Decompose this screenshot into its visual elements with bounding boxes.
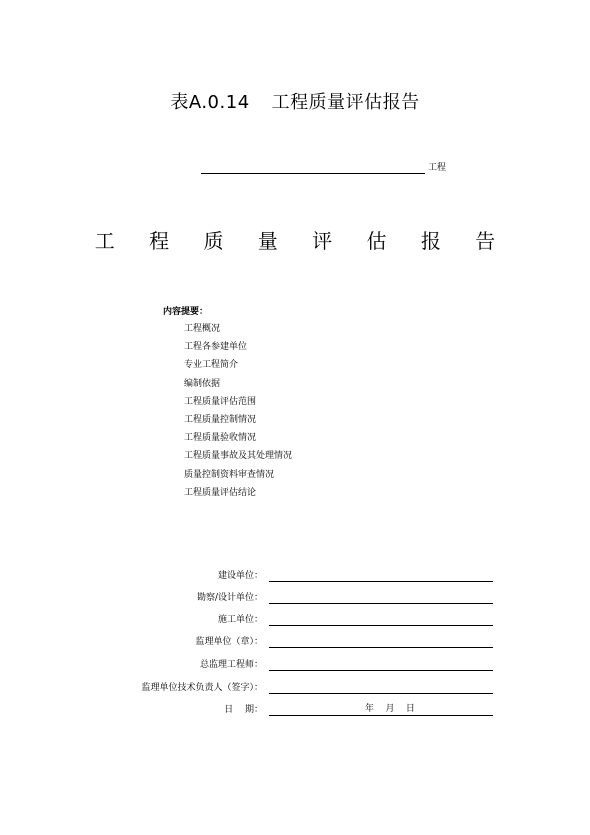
summary-list — [184, 323, 292, 505]
summary-item: 工程各参建单位 — [184, 342, 248, 353]
form-title — [0, 88, 590, 114]
survey-design-unit-label: 勘察/设计单位： — [196, 593, 263, 603]
supervision-unit-row — [0, 634, 493, 648]
chief-supervisor-row — [0, 657, 493, 671]
project-suffix: 工程 — [428, 163, 447, 173]
date-parts: 年 月 日 — [365, 704, 415, 714]
summary-item: 工程质量验收情况 — [184, 433, 257, 444]
summary-item: 专业工程简介 — [184, 360, 239, 371]
builder-unit-label: 施工单位： — [217, 615, 263, 625]
survey-design-unit-row — [0, 590, 493, 604]
summary-item: 工程质量评估结论 — [184, 487, 257, 498]
builder-unit-field[interactable] — [269, 613, 493, 626]
chief-supervisor-label: 总监理工程师： — [199, 660, 263, 670]
survey-design-unit-field[interactable] — [269, 591, 493, 604]
date-row — [0, 702, 493, 716]
construction-unit-field[interactable] — [269, 569, 493, 582]
project-name-line — [201, 161, 446, 174]
report-title: 工 程 质 量 评 估 报 告 — [94, 229, 510, 253]
summary-item: 编制依据 — [184, 378, 221, 389]
form-code: 表A.0.14 — [170, 92, 250, 113]
technical-lead-field[interactable] — [269, 681, 493, 694]
summary-item: 质量控制资料审查情况 — [184, 469, 275, 480]
technical-lead-row — [0, 680, 493, 694]
construction-unit-row — [0, 568, 493, 582]
builder-unit-row — [0, 612, 493, 626]
chief-supervisor-field[interactable] — [269, 658, 493, 671]
project-name-field[interactable] — [201, 161, 425, 174]
form-name: 工程质量评估报告 — [271, 92, 420, 113]
summary-item: 工程质量控制情况 — [184, 414, 257, 425]
supervision-unit-label: 监理单位（章）： — [195, 637, 263, 647]
summary-item: 工程质量事故及其处理情况 — [184, 451, 293, 462]
construction-unit-label: 建设单位： — [217, 571, 263, 581]
summary-label: 内容提要： — [163, 307, 209, 317]
date-label: 日 期： — [224, 705, 263, 715]
summary-item: 工程概况 — [184, 324, 221, 334]
summary-item: 工程质量评估范围 — [184, 396, 257, 407]
date-field[interactable] — [269, 703, 493, 716]
supervision-unit-field[interactable] — [269, 635, 493, 648]
technical-lead-label: 监理单位技术负责人（签字）： — [141, 683, 263, 693]
